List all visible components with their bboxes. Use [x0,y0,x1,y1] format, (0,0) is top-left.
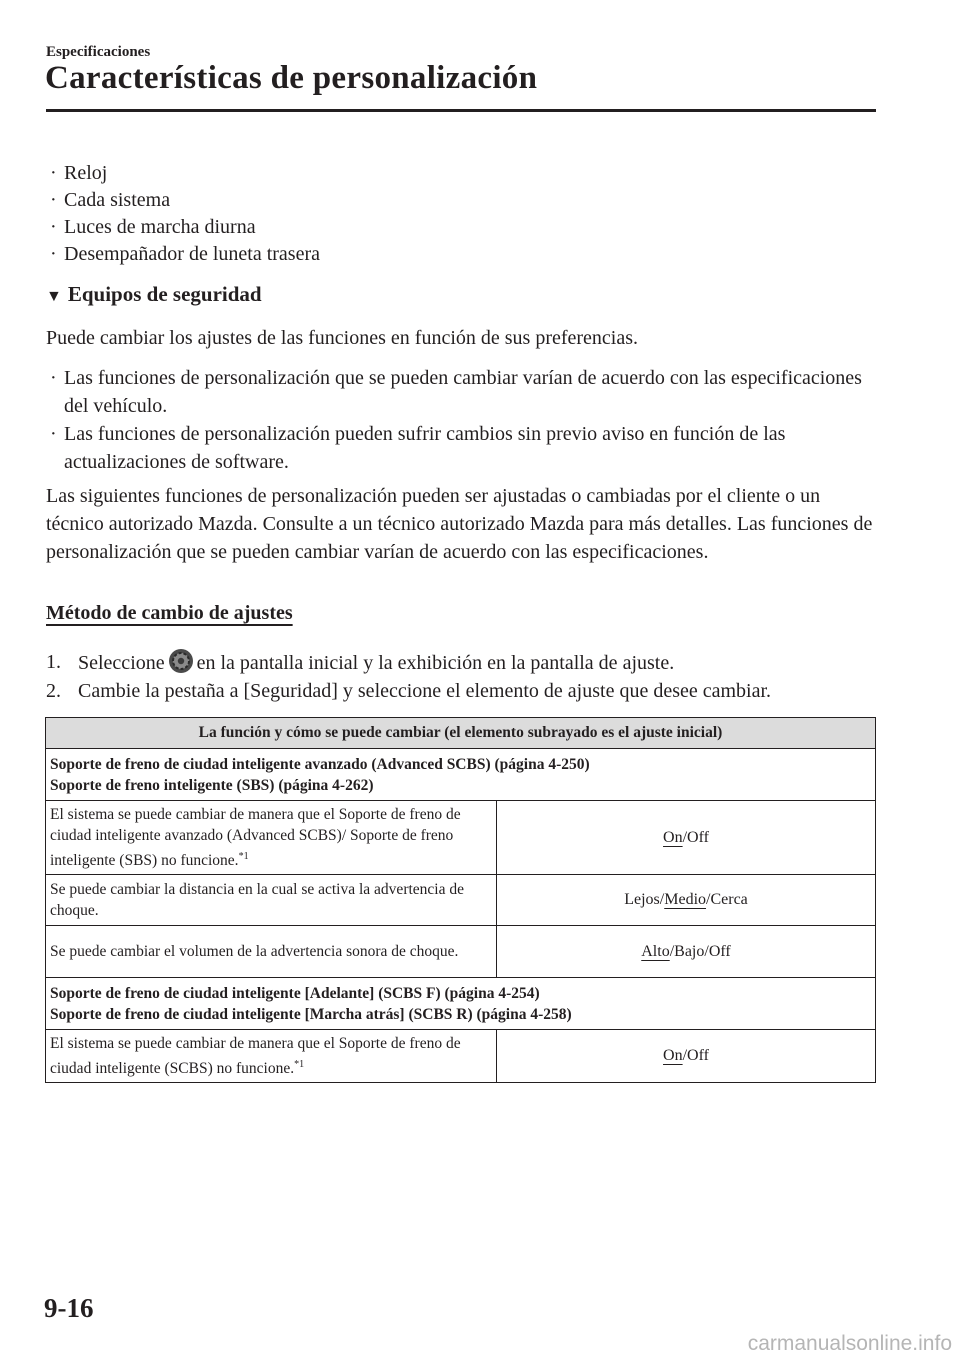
step-number: 1. [46,651,61,673]
table-group-heading: Soporte de freno de ciudad inteligente avanzado (Advanced SCBS) (página 4-250) Soporte de freno inteligente (SBS) (página 4-262) [46,749,876,801]
bullet-dot-icon: · [50,243,57,265]
step-number: 2. [46,680,61,702]
table-cell-description: El sistema se puede cambiar de manera que el Soporte de freno de ciudad inteligente (SCBS) no funcione.$^{*1}$ [46,1030,497,1083]
settings-gear-icon [168,648,194,674]
bullet-dot-icon: · [50,216,57,238]
table-cell-options: On/Off [497,1030,876,1083]
note-item: · Las funciones de personalización que se pueden cambiar varían de acuerdo con las especificaciones del vehículo. [50,364,876,420]
bullet-dot-icon: · [50,423,57,445]
chapter-title: Características de personalización [45,60,538,96]
watermark: carmanualsonline.info [747,1332,952,1355]
table-row [46,801,876,875]
triangle-down-icon: ▼ [46,288,62,305]
table-row [46,875,876,926]
table-cell-description: Se puede cambiar el volumen de la advertencia sonora de choque. [46,926,497,978]
step-item: 1. Seleccione en la pantalla inicial y la exhibición en la pantalla de ajuste. [46,648,771,677]
notes-list [50,364,876,476]
table-cell-options: On/Off [497,801,876,875]
bullet-dot-icon: · [50,162,57,184]
bullet-item: · Luces de marcha diurna [50,214,320,241]
subheading: ▼ Equipos de seguridad [46,282,262,306]
top-bullet-list [50,160,320,268]
table-row [46,978,876,1030]
bullet-item: · Desempañador de luneta trasera [50,241,320,268]
bullet-dot-icon: · [50,189,57,211]
bullet-item: · Cada sistema [50,187,320,214]
method-heading: Método de cambio de ajustes [46,602,293,624]
bullet-item: · Reloj [50,160,320,187]
intro-paragraph: Puede cambiar los ajustes de las funciones en función de sus preferencias. [46,327,639,349]
table-row [46,926,876,978]
note-item: · Las funciones de personalización pueden sufrir cambios sin previo aviso en función de las actualizaciones de software. [50,420,876,476]
body-paragraph: Las siguientes funciones de personalización pueden ser ajustadas o cambiadas por el cliente o un técnico autorizado Mazda. Consulte a un técnico autorizado Mazda para más detalles. Las funciones de personalización que se pueden cambiar varían de acuerdo con las especificaciones. [46,485,873,563]
section-label: Especificaciones [46,44,151,60]
table-cell-options: Lejos/Medio/Cerca [497,875,876,926]
step-item: 2. Cambie la pestaña a [Seguridad] y seleccione el elemento de ajuste que desee cambiar. [46,677,771,705]
table-row [46,749,876,801]
table-cell-description: Se puede cambiar la distancia en la cual se activa la advertencia de choque. [46,875,497,926]
customization-table [45,717,876,1083]
table-cell-options: Alto/Bajo/Off [497,926,876,978]
table-group-heading: Soporte de freno de ciudad inteligente [Adelante] (SCBS F) (página 4-254) Soporte de freno de ciudad inteligente [Marcha atrás] (SCBS R) (página 4-258) [46,978,876,1030]
bullet-dot-icon: · [50,367,57,389]
header-rule [46,109,876,112]
table-row [46,718,876,749]
page-number: 9-16 [44,1293,94,1323]
steps-list [46,648,771,705]
table-cell-description: El sistema se puede cambiar de manera que el Soporte de freno de ciudad inteligente avanzado (Advanced SCBS)/ Soporte de freno inteligente (SBS) no funcione.$^{*1}$ [46,801,497,875]
table-header: La función y cómo se puede cambiar (el elemento subrayado es el ajuste inicial) [46,718,876,749]
table-row [46,1030,876,1083]
